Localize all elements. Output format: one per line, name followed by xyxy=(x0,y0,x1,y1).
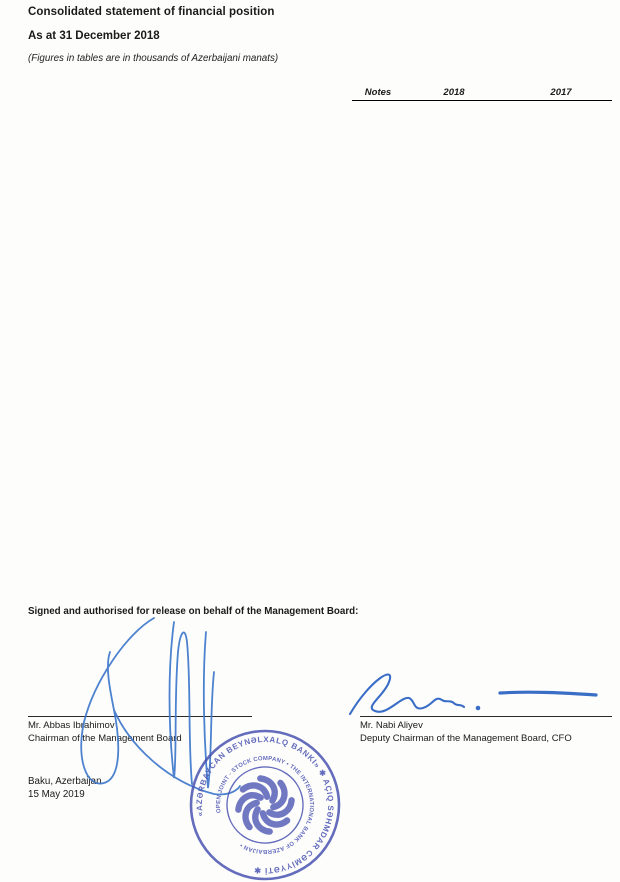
signatory-right-role: Deputy Chairman of the Management Board, CFO xyxy=(360,733,572,744)
signatory-left-name: Mr. Abbas Ibrahimov xyxy=(28,720,115,731)
signatory-left-role: Chairman of the Management Board xyxy=(28,733,182,744)
stamp-outer-text: «AZƏRBAYCAN BEYNƏLXALQ BANKI» ✱ AÇIQ SƏHMDAR CƏMİYYƏTİ ✱ xyxy=(194,734,336,876)
statement-document xyxy=(28,6,612,102)
signatory-right-name: Mr. Nabi Aliyev xyxy=(360,720,423,731)
col-header-2018: 2018 xyxy=(443,87,465,98)
place-and-date xyxy=(28,775,102,801)
page-subtitle: As at 31 December 2018 xyxy=(28,30,160,42)
col-header-notes: Notes xyxy=(364,87,392,98)
handwritten-signature-right-icon xyxy=(342,662,614,724)
table-header xyxy=(28,87,612,101)
page-title: Consolidated statement of financial position xyxy=(28,6,275,18)
bank-stamp-icon xyxy=(173,713,356,882)
date: 15 May 2019 xyxy=(28,789,85,800)
col-header-2017: 2017 xyxy=(550,87,572,98)
signatory-right xyxy=(360,716,612,744)
stamp-emblem-icon xyxy=(233,773,297,837)
table-header-rule xyxy=(352,87,612,101)
stamp-inner-text: OPEN JOINT - STOCK COMPANY • THE INTERNATIONAL BANK OF AZERBAIJAN • xyxy=(215,755,315,855)
place: Baku, Azerbaijan xyxy=(28,776,102,787)
signature-line-left xyxy=(28,716,252,717)
signoff-statement: Signed and authorised for release on behalf of the Management Board: xyxy=(28,606,359,617)
signature-line-right xyxy=(360,716,612,717)
figures-note: (Figures in tables are in thousands of Azerbaijani manats) xyxy=(28,53,279,64)
